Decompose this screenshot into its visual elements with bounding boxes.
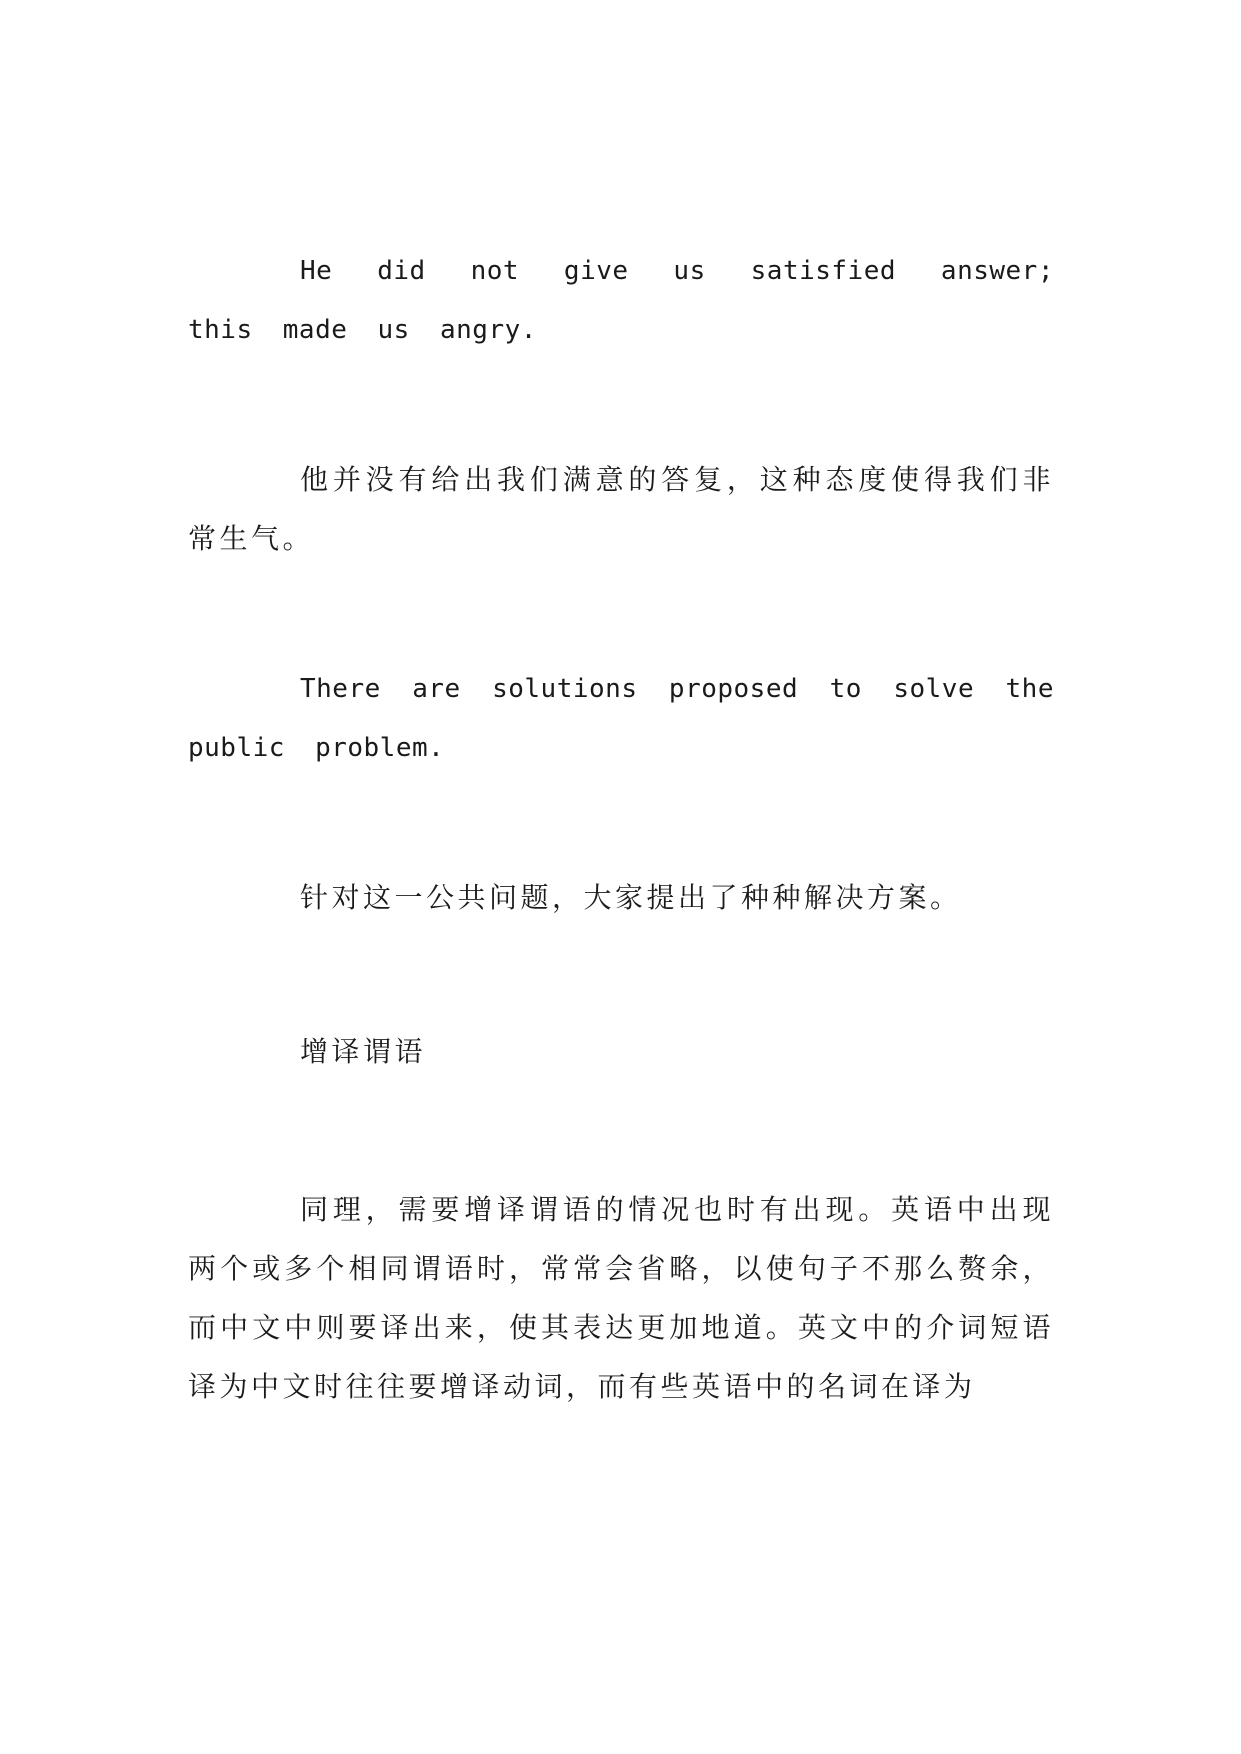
english-example-sentence-1: He did not give us satisfied answer; this made us angry. — [188, 256, 1054, 345]
section-heading: 增译谓语 — [300, 1035, 427, 1068]
body-paragraph: 同理，需要增译谓语的情况也时有出现。英语中出现两个或多个相同谓语时，常常会省略，以使句子不那么赘余，而中文中则要译出来，使其表达更加地道。英文中的介词短语译为中文时往往要增译动词，而有些英语中的名词在译为 — [188, 1193, 1054, 1403]
chinese-translation-2: 针对这一公共问题，大家提出了种种解决方案。 — [300, 881, 962, 914]
chinese-translation-1: 他并没有给出我们满意的答复，这种态度使得我们非常生气。 — [188, 463, 1054, 555]
english-example-sentence-2: There are solutions proposed to solve the public problem. — [188, 674, 1054, 763]
